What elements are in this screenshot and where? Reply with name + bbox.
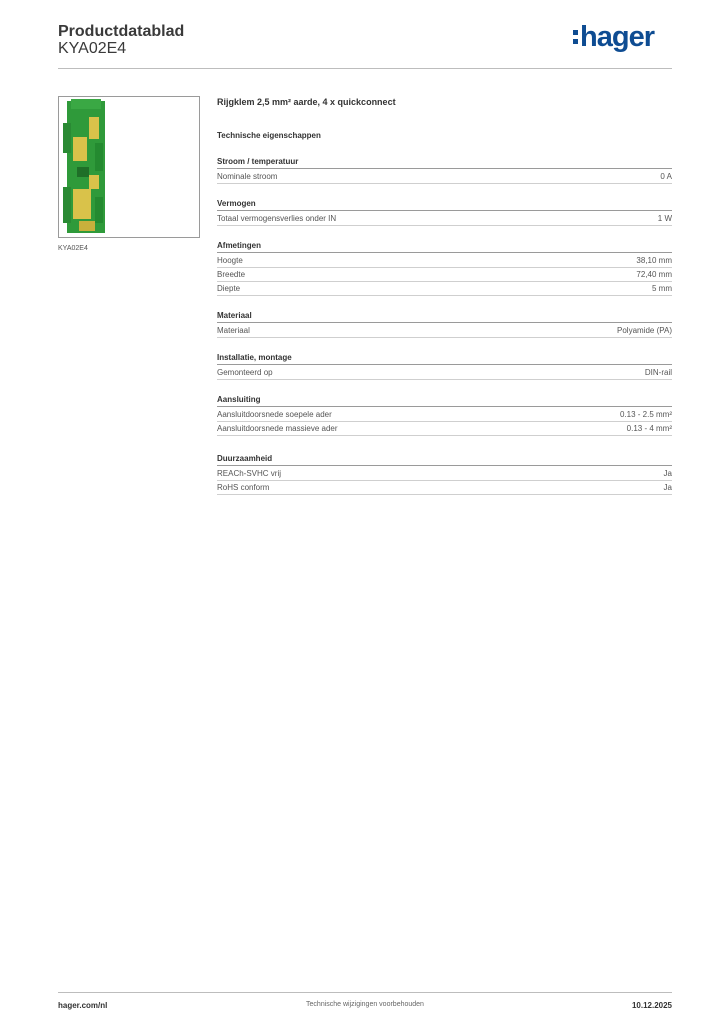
section-sustainability (217, 453, 672, 495)
spec-row (217, 408, 672, 422)
spec-value: 72,40 mm (636, 270, 672, 279)
footer-website-link[interactable]: hager.com/nl (58, 1001, 108, 1010)
tech-heading: Technische eigenschappen (217, 131, 321, 140)
section-title: Aansluiting (217, 394, 672, 407)
logo-text: hager (580, 21, 654, 53)
spec-row (217, 422, 672, 436)
section-title: Installatie, montage (217, 352, 672, 365)
spec-value: Polyamide (PA) (617, 326, 672, 335)
logo-dots-icon (573, 28, 578, 46)
footer-disclaimer: Technische wijzigingen voorbehouden (306, 1001, 424, 1008)
spec-label: Breedte (217, 270, 246, 279)
section-installation (217, 352, 672, 380)
product-code: KYA02E4 (58, 40, 127, 57)
spec-value: 5 mm (652, 284, 672, 293)
page-footer (58, 992, 672, 1017)
spec-label: Aansluitdoorsnede soepele ader (217, 410, 332, 419)
spec-row (217, 282, 672, 296)
section-title: Duurzaamheid (217, 453, 672, 466)
spec-label: Nominale stroom (217, 172, 278, 181)
spec-row (217, 481, 672, 495)
section-title: Vermogen (217, 198, 672, 211)
spec-content (217, 96, 672, 495)
product-description: Rijgklem 2,5 mm² aarde, 4 x quickconnect (217, 97, 396, 107)
section-connection (217, 394, 672, 436)
page-header (58, 20, 672, 69)
spec-label: Totaal vermogensverlies onder IN (217, 214, 337, 223)
spec-label: REACh-SVHC vrij (217, 469, 282, 478)
section-title: Stroom / temperatuur (217, 156, 672, 169)
spec-value: Ja (663, 469, 672, 478)
spec-row (217, 324, 672, 338)
spec-label: Materiaal (217, 326, 250, 335)
spec-value: DIN-rail (644, 368, 672, 377)
spec-value: 38,10 mm (636, 256, 672, 265)
section-current (217, 156, 672, 184)
spec-row (217, 366, 672, 380)
spec-row (217, 467, 672, 481)
hager-logo (573, 20, 654, 54)
spec-value: 0 A (660, 172, 672, 181)
footer-date: 10.12.2025 (631, 1001, 672, 1010)
spec-value: 1 W (657, 214, 672, 223)
spec-label: Diepte (217, 284, 241, 293)
spec-row (217, 268, 672, 282)
section-dimensions (217, 240, 672, 296)
spec-row (217, 212, 672, 226)
section-power (217, 198, 672, 226)
spec-row (217, 170, 672, 184)
spec-label: Aansluitdoorsnede massieve ader (217, 424, 338, 433)
terminal-block-icon (59, 97, 199, 237)
spec-label: Gemonteerd op (217, 368, 273, 377)
section-material (217, 310, 672, 338)
image-caption: KYA02E4 (58, 245, 88, 252)
spec-row (217, 254, 672, 268)
spec-value: Ja (663, 483, 672, 492)
section-title: Materiaal (217, 310, 672, 323)
spec-label: RoHS conform (217, 483, 270, 492)
product-image (58, 96, 200, 238)
spec-value: 0.13 - 2.5 mm² (619, 410, 672, 419)
document-title: Productdatablad (58, 23, 185, 40)
spec-value: 0.13 - 4 mm² (626, 424, 672, 433)
section-title: Afmetingen (217, 240, 672, 253)
spec-label: Hoogte (217, 256, 243, 265)
